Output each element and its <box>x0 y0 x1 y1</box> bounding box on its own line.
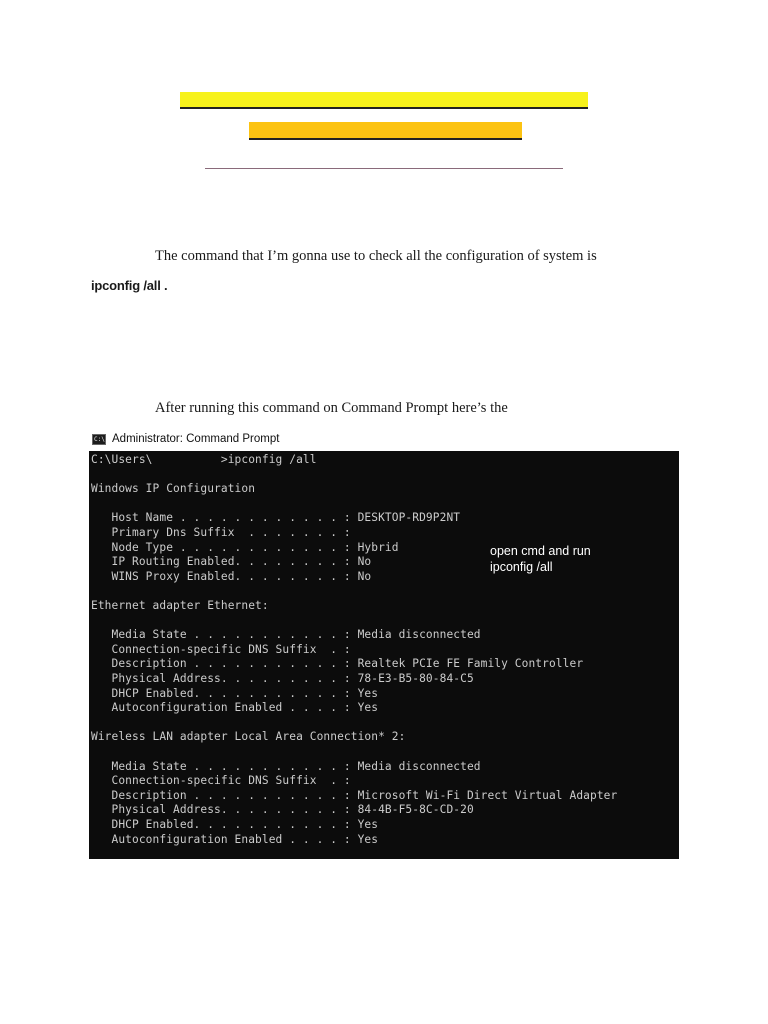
console-output <box>89 451 679 859</box>
title-highlight-bar <box>180 92 588 109</box>
console-line: DHCP Enabled. . . . . . . . . . . : Yes <box>91 686 379 700</box>
annotation-line-1: open cmd and run <box>490 544 591 558</box>
console-line: C:\Users\ >ipconfig /all <box>91 453 317 466</box>
subtitle-highlight-bar <box>249 122 522 140</box>
console-line: Primary Dns Suffix . . . . . . . : <box>91 526 351 539</box>
intro-paragraph: The command that I’m gonna use to check all the configuration of system is <box>155 248 597 264</box>
window-titlebar <box>89 430 679 451</box>
console-line: Autoconfiguration Enabled . . . . : Yes <box>91 701 379 715</box>
console-line: Wireless LAN adapter Local Area Connection* 2: <box>91 730 406 744</box>
console-line: Description . . . . . . . . . . . : Microsoft Wi-Fi Direct Virtual Adapter <box>91 788 618 802</box>
console-line: Node Type . . . . . . . . . . . . : Hybrid <box>91 540 399 554</box>
console-line: Connection-specific DNS Suffix . : <box>91 774 351 788</box>
console-line: Autoconfiguration Enabled . . . . : Yes <box>91 832 379 846</box>
window-title: Administrator: Command Prompt <box>112 433 280 445</box>
cmd-icon: C:\ <box>94 436 105 443</box>
console-line: WINS Proxy Enabled. . . . . . . . : No <box>91 569 372 583</box>
console-line: Physical Address. . . . . . . . . : 84-4B-F5-8C-CD-20 <box>91 803 474 817</box>
command-text: ipconfig /all . <box>91 278 168 293</box>
console-line: Media State . . . . . . . . . . . : Media disconnected <box>91 628 481 642</box>
command-prompt-window <box>89 430 679 859</box>
console-line: IP Routing Enabled. . . . . . . . : No <box>91 555 372 569</box>
console-line: Physical Address. . . . . . . . . : 78-E3-B5-80-84-C5 <box>91 672 474 685</box>
console-line: Connection-specific DNS Suffix . : <box>91 642 351 656</box>
console-line: Ethernet adapter Ethernet: <box>91 599 269 612</box>
console-line: Media State . . . . . . . . . . . : Media disconnected <box>91 759 481 773</box>
console-line: Host Name . . . . . . . . . . . . : DESKTOP-RD9P2NT <box>91 511 461 525</box>
divider-line <box>205 168 563 169</box>
console-line: Description . . . . . . . . . . . : Realtek PCIe FE Family Controller <box>91 657 584 671</box>
followup-paragraph: After running this command on Command Prompt here’s the <box>155 400 508 416</box>
annotation-line-2: ipconfig /all <box>490 560 553 574</box>
console-line: Windows IP Configuration <box>91 482 256 496</box>
annotation-note <box>490 543 620 575</box>
console-line: DHCP Enabled. . . . . . . . . . . : Yes <box>91 818 379 831</box>
